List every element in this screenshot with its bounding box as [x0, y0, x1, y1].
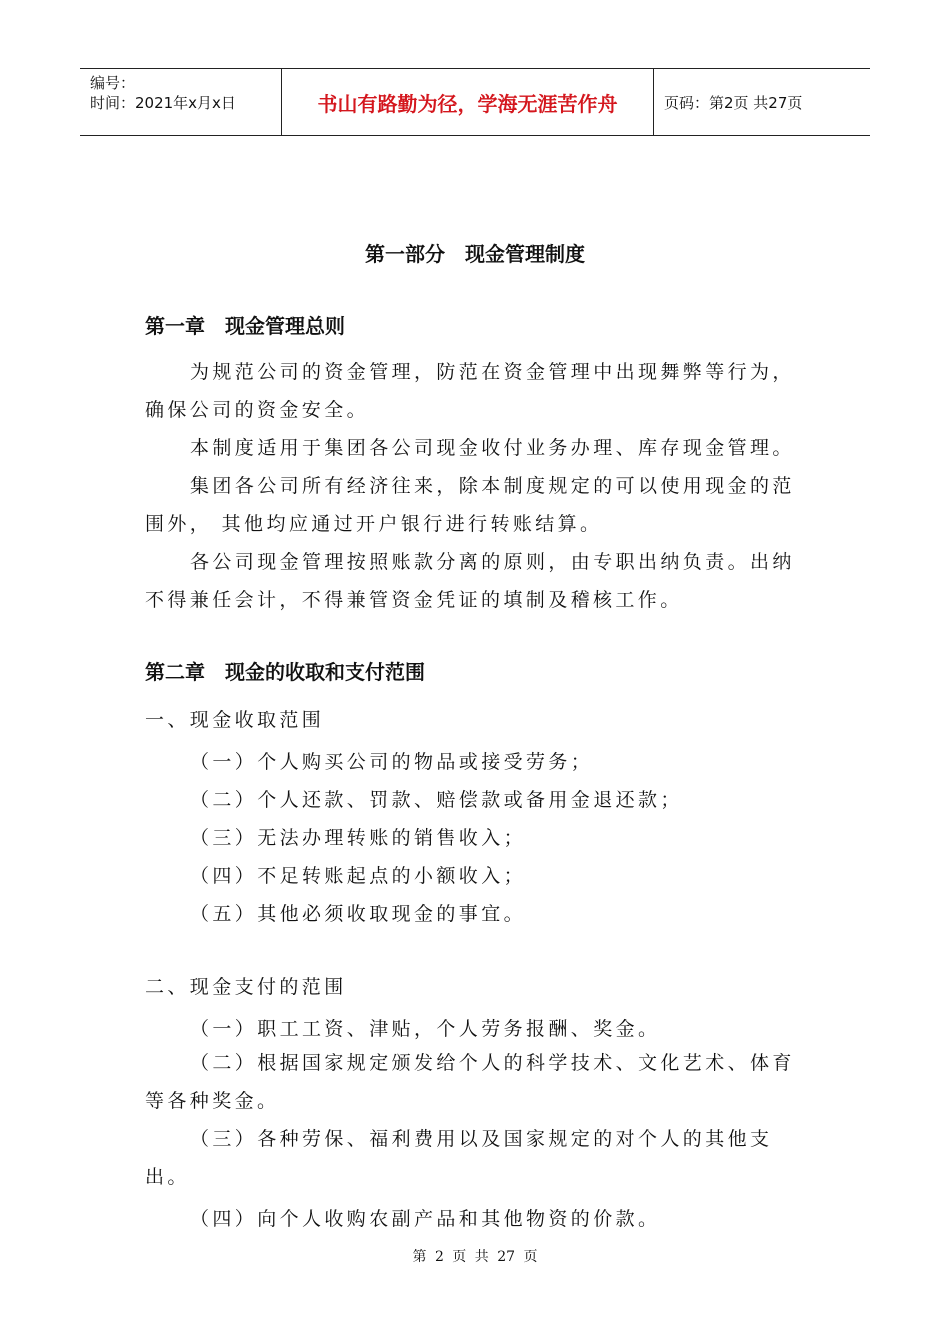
list-item: （五）其他必须收取现金的事宜。 — [190, 903, 527, 925]
section-2-title: 二、现金支付的范围 — [145, 976, 347, 998]
part-title: 第一部分 现金管理制度 — [365, 242, 585, 266]
chapter-1-paragraph: 集团各公司所有经济往来，除本制度规定的可以使用现金的范围外， 其他均应通过开户银行进行转账结算。 — [145, 475, 795, 535]
list-item: （二）个人还款、罚款、赔偿款或备用金退还款； — [190, 789, 683, 811]
chapter-2-title: 第二章 现金的收取和支付范围 — [145, 660, 425, 684]
header-page-info: 页码：第2页 共27页 — [664, 93, 803, 112]
list-item: （三）无法办理转账的销售收入； — [190, 827, 527, 849]
list-item: （四）不足转账起点的小额收入； — [190, 865, 527, 887]
header-meta — [80, 69, 282, 135]
list-item: （一）个人购买公司的物品或接受劳务； — [190, 751, 594, 773]
page-footer: 第 2 页 共 27 页 — [412, 1249, 538, 1265]
chapter-1-title: 第一章 现金管理总则 — [145, 314, 345, 338]
header-motto: 书山有路勤为径，学海无涯苦作舟 — [282, 69, 654, 135]
document-date: 时间：2021年x月x日 — [90, 94, 236, 112]
document-number-label: 编号： — [90, 74, 136, 92]
list-item: （二）根据国家规定颁发给个人的科学技术、文化艺术、体育等各种奖金。 — [145, 1052, 795, 1112]
section-1-title: 一、现金收取范围 — [145, 709, 325, 731]
chapter-1-paragraph: 为规范公司的资金管理，防范在资金管理中出现舞弊等行为，确保公司的资金安全。 — [145, 361, 795, 421]
chapter-1-paragraph: 本制度适用于集团各公司现金收付业务办理、库存现金管理。 — [190, 437, 795, 459]
list-item: （一）职工工资、津贴，个人劳务报酬、奖金。 — [190, 1018, 661, 1040]
list-item: （四）向个人收购农副产品和其他物资的价款。 — [190, 1208, 661, 1230]
page-header — [80, 68, 870, 136]
chapter-1-paragraph: 各公司现金管理按照账款分离的原则，由专职出纳负责。出纳不得兼任会计，不得兼管资金凭证的填制及稽核工作。 — [145, 551, 795, 611]
list-item: （三）各种劳保、福利费用以及国家规定的对个人的其他支出。 — [145, 1128, 773, 1188]
